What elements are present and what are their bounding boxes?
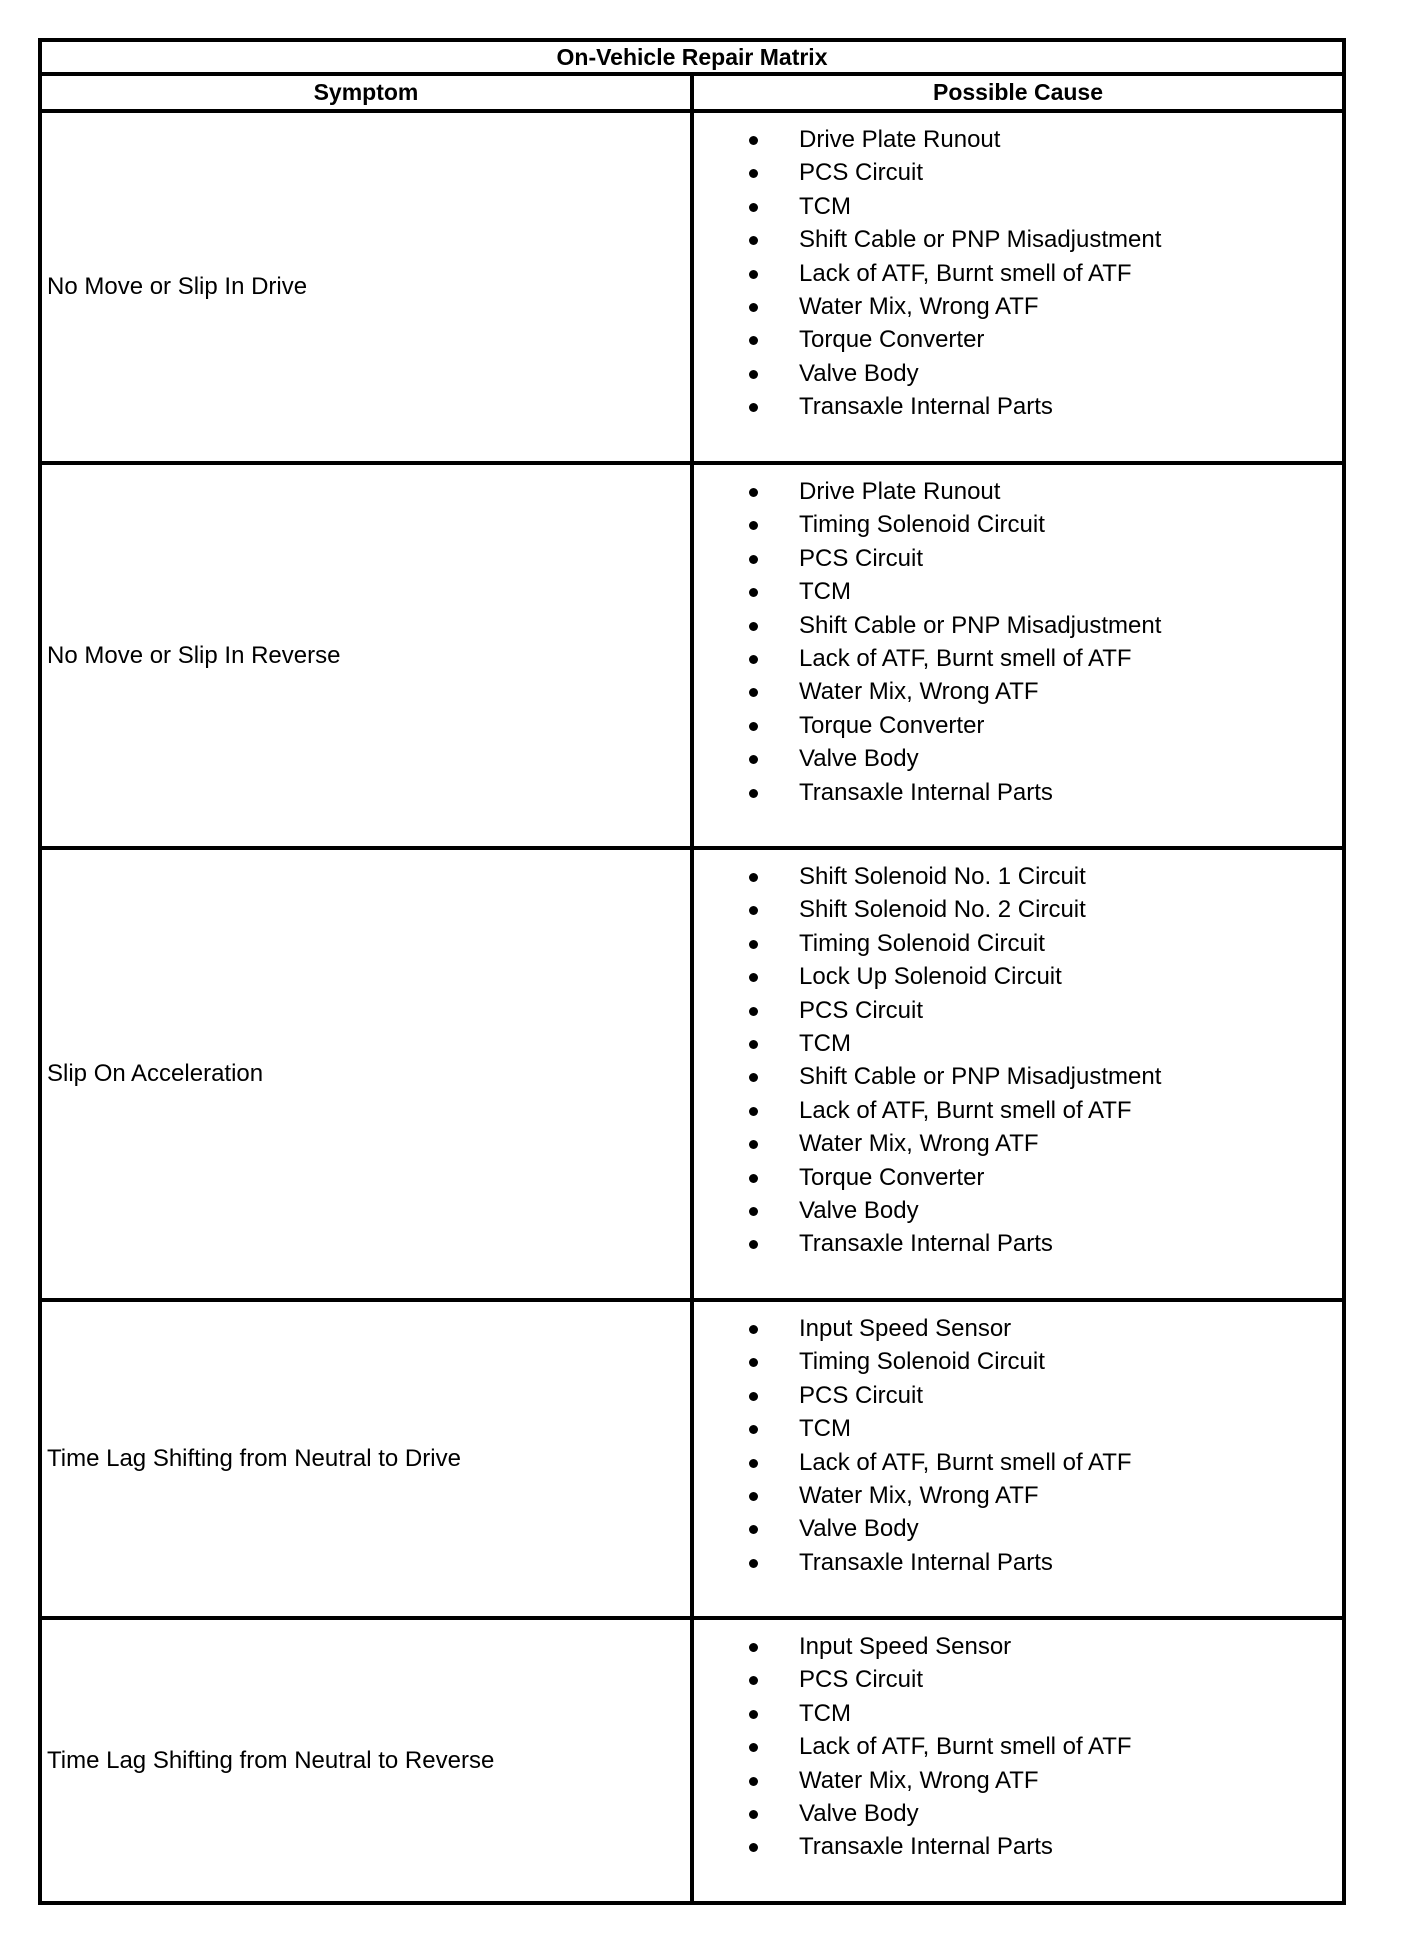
cause-item: [694, 1546, 1342, 1579]
cause-text: TCM: [799, 1029, 851, 1057]
cause-text: PCS Circuit: [799, 1381, 924, 1409]
bullet-icon: [749, 906, 758, 915]
bullet-icon: [749, 1425, 758, 1434]
cause-text: Transaxle Internal Parts: [799, 778, 1053, 806]
bullet-icon: [749, 1843, 758, 1852]
cause-item: [694, 290, 1342, 323]
repair-matrix-table: [38, 38, 1346, 1905]
cause-item: [694, 1127, 1342, 1160]
cause-item: [694, 927, 1342, 960]
cause-text: Water Mix, Wrong ATF: [799, 678, 1039, 706]
bullet-icon: [749, 555, 758, 564]
bullet-icon: [749, 1492, 758, 1501]
cause-text: Drive Plate Runout: [799, 478, 1001, 505]
cause-item: [694, 1161, 1342, 1194]
bullet-icon: [749, 973, 758, 982]
bullet-icon: [749, 169, 758, 178]
cause-item: [694, 123, 1342, 156]
bullet-icon: [749, 1325, 758, 1334]
bullet-icon: [749, 403, 758, 412]
cause-text: Input Speed Sensor: [799, 1633, 1012, 1660]
cause-text: TCM: [799, 1699, 851, 1727]
cause-text: Lack of ATF, Burnt smell of ATF: [799, 259, 1132, 287]
bullet-icon: [749, 303, 758, 312]
cause-text: Water Mix, Wrong ATF: [799, 1130, 1039, 1158]
table-row: [40, 848, 1344, 1300]
cause-cell: [692, 1618, 1344, 1903]
cause-text: Timing Solenoid Circuit: [799, 1348, 1045, 1376]
cause-text: Water Mix, Wrong ATF: [799, 1481, 1039, 1509]
bullet-icon: [749, 1676, 758, 1685]
bullet-icon: [749, 1140, 758, 1149]
table-row: [40, 111, 1344, 463]
cause-item: [694, 1630, 1342, 1663]
cause-text: Input Speed Sensor: [799, 1315, 1012, 1342]
cause-item: [694, 1060, 1342, 1093]
cause-item: [694, 709, 1342, 742]
cause-header: Possible Cause: [692, 74, 1344, 111]
cause-text: PCS Circuit: [799, 1666, 924, 1694]
cause-text: Lack of ATF, Burnt smell of ATF: [799, 644, 1132, 672]
bullet-icon: [749, 1643, 758, 1652]
cause-text: TCM: [799, 1415, 851, 1443]
symptom-header: Symptom: [40, 74, 692, 111]
cause-text: Torque Converter: [799, 1163, 985, 1191]
cause-item: [694, 675, 1342, 708]
cause-text: Shift Solenoid No. 2 Circuit: [799, 896, 1086, 924]
bullet-icon: [749, 336, 758, 345]
bullet-icon: [749, 789, 758, 798]
cause-text: Lock Up Solenoid Circuit: [799, 963, 1062, 991]
cause-text: Drive Plate Runout: [799, 126, 1001, 153]
bullet-icon: [749, 588, 758, 597]
cause-item: [694, 1345, 1342, 1378]
table-row: [40, 463, 1344, 848]
cause-item: [694, 1663, 1342, 1696]
cause-text: Transaxle Internal Parts: [799, 1833, 1053, 1861]
cause-item: [694, 893, 1342, 926]
cause-text: Valve Body: [799, 745, 919, 773]
cause-list: [694, 1630, 1342, 1864]
bullet-icon: [749, 136, 758, 145]
cause-item: [694, 190, 1342, 223]
bullet-icon: [749, 1007, 758, 1016]
cause-list: [694, 123, 1342, 424]
cause-text: Torque Converter: [799, 326, 985, 354]
cause-item: [694, 257, 1342, 290]
cause-text: Torque Converter: [799, 711, 985, 739]
cause-item: [694, 156, 1342, 189]
bullet-icon: [749, 270, 758, 279]
cause-text: Transaxle Internal Parts: [799, 1548, 1053, 1576]
bullet-icon: [749, 688, 758, 697]
table-row: [40, 1300, 1344, 1618]
header-row: [40, 74, 1344, 111]
bullet-icon: [749, 1559, 758, 1568]
cause-item: [694, 323, 1342, 356]
bullet-icon: [749, 236, 758, 245]
cause-item: [694, 1227, 1342, 1260]
cause-item: [694, 1194, 1342, 1227]
cause-item: [694, 1027, 1342, 1060]
cause-item: [694, 1412, 1342, 1445]
bullet-icon: [749, 1358, 758, 1367]
cause-item: [694, 223, 1342, 256]
bullet-icon: [749, 755, 758, 764]
bullet-icon: [749, 1810, 758, 1819]
cause-text: Lack of ATF, Burnt smell of ATF: [799, 1448, 1132, 1476]
cause-text: PCS Circuit: [799, 159, 924, 187]
cause-text: PCS Circuit: [799, 544, 924, 572]
bullet-icon: [749, 370, 758, 379]
cause-text: Valve Body: [799, 1799, 919, 1827]
cause-item: [694, 508, 1342, 541]
cause-text: Shift Solenoid No. 1 Circuit: [799, 863, 1086, 890]
bullet-icon: [749, 1392, 758, 1401]
cause-text: Water Mix, Wrong ATF: [799, 292, 1039, 320]
cause-text: Transaxle Internal Parts: [799, 1230, 1053, 1258]
cause-item: [694, 960, 1342, 993]
bullet-icon: [749, 203, 758, 212]
cause-item: [694, 609, 1342, 642]
symptom-cell: Time Lag Shifting from Neutral to Reverse: [40, 1618, 692, 1903]
cause-item: [694, 1094, 1342, 1127]
bullet-icon: [749, 940, 758, 949]
cause-item: [694, 742, 1342, 775]
cause-item: [694, 1512, 1342, 1545]
title-row: [40, 40, 1344, 74]
cause-item: [694, 1446, 1342, 1479]
cause-item: [694, 542, 1342, 575]
table-title: On-Vehicle Repair Matrix: [40, 40, 1344, 74]
bullet-icon: [749, 1207, 758, 1216]
symptom-cell: Time Lag Shifting from Neutral to Drive: [40, 1300, 692, 1618]
cause-item: [694, 1830, 1342, 1863]
cause-cell: [692, 111, 1344, 463]
bullet-icon: [749, 1777, 758, 1786]
cause-item: [694, 994, 1342, 1027]
bullet-icon: [749, 1710, 758, 1719]
cause-item: [694, 1764, 1342, 1797]
bullet-icon: [749, 873, 758, 882]
cause-item: [694, 1379, 1342, 1412]
cause-text: Transaxle Internal Parts: [799, 393, 1053, 421]
bullet-icon: [749, 1525, 758, 1534]
cause-text: PCS Circuit: [799, 996, 924, 1024]
bullet-icon: [749, 655, 758, 664]
table-row: [40, 1618, 1344, 1903]
bullet-icon: [749, 622, 758, 631]
cause-text: TCM: [799, 578, 851, 606]
cause-list: [694, 1312, 1342, 1579]
symptom-cell: No Move or Slip In Drive: [40, 111, 692, 463]
bullet-icon: [749, 1040, 758, 1049]
cause-item: [694, 390, 1342, 423]
cause-text: Timing Solenoid Circuit: [799, 929, 1045, 957]
cause-item: [694, 642, 1342, 675]
cause-item: [694, 575, 1342, 608]
cause-text: Lack of ATF, Burnt smell of ATF: [799, 1733, 1132, 1761]
cause-list: [694, 860, 1342, 1261]
cause-text: Shift Cable or PNP Misadjustment: [799, 611, 1162, 639]
cause-item: [694, 776, 1342, 809]
cause-text: Timing Solenoid Circuit: [799, 511, 1045, 539]
cause-list: [694, 475, 1342, 809]
bullet-icon: [749, 1240, 758, 1249]
cause-item: [694, 1312, 1342, 1345]
cause-item: [694, 860, 1342, 893]
cause-text: Valve Body: [799, 1196, 919, 1224]
cause-item: [694, 1697, 1342, 1730]
bullet-icon: [749, 1107, 758, 1116]
cause-cell: [692, 848, 1344, 1300]
bullet-icon: [749, 1073, 758, 1082]
bullet-icon: [749, 488, 758, 497]
cause-text: Water Mix, Wrong ATF: [799, 1766, 1039, 1794]
cause-item: [694, 475, 1342, 508]
bullet-icon: [749, 1743, 758, 1752]
cause-text: Shift Cable or PNP Misadjustment: [799, 1063, 1162, 1091]
cause-item: [694, 1479, 1342, 1512]
cause-item: [694, 357, 1342, 390]
cause-text: Valve Body: [799, 1515, 919, 1543]
cause-item: [694, 1730, 1342, 1763]
bullet-icon: [749, 521, 758, 530]
cause-cell: [692, 1300, 1344, 1618]
symptom-cell: Slip On Acceleration: [40, 848, 692, 1300]
cause-text: Lack of ATF, Burnt smell of ATF: [799, 1096, 1132, 1124]
bullet-icon: [749, 1174, 758, 1183]
bullet-icon: [749, 722, 758, 731]
cause-text: Shift Cable or PNP Misadjustment: [799, 226, 1162, 254]
cause-text: Valve Body: [799, 359, 919, 387]
cause-item: [694, 1797, 1342, 1830]
cause-text: TCM: [799, 192, 851, 220]
cause-cell: [692, 463, 1344, 848]
symptom-cell: No Move or Slip In Reverse: [40, 463, 692, 848]
bullet-icon: [749, 1459, 758, 1468]
